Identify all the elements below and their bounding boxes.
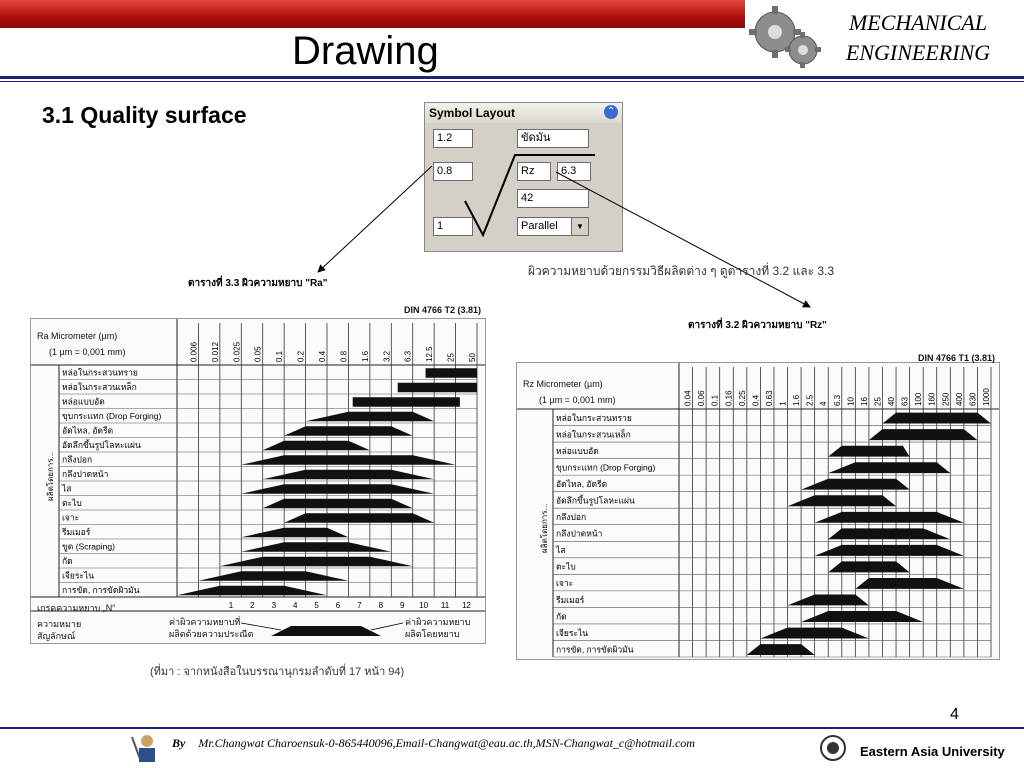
- column-label: 12.5: [425, 346, 435, 362]
- grade-number: 10: [419, 601, 429, 610]
- brand-line-1: MECHANICAL: [848, 10, 988, 35]
- roughness-band: [882, 413, 991, 424]
- right-table-grid: [517, 363, 999, 659]
- column-label: 0.1: [710, 394, 720, 406]
- field-rz-label[interactable]: Rz: [517, 162, 551, 181]
- grade-number: 1: [228, 601, 234, 610]
- grade-number: 3: [271, 601, 277, 610]
- column-label: 0.025: [232, 341, 242, 362]
- column-label: 10: [846, 397, 856, 406]
- column-label: 0.012: [210, 341, 220, 362]
- left-table-grid: [31, 319, 485, 643]
- roughness-band: [241, 484, 434, 494]
- column-label: 0.04: [683, 390, 693, 406]
- column-label: 0.4: [751, 394, 761, 406]
- column-label: 0.05: [253, 346, 263, 362]
- left-table-title: ตารางที่ 3.3 ผิวความหยาบ "Ra": [188, 278, 328, 289]
- roughness-band: [398, 383, 477, 393]
- roughness-band: [747, 644, 815, 655]
- process-label: อัดลึกขึ้นรูปโลหะแผ่น: [556, 495, 635, 506]
- right-axis-unit: (1 µm = 0,001 mm): [539, 395, 616, 405]
- process-label: กลึงปาดหน้า: [62, 468, 109, 479]
- university-name: Eastern Asia University: [860, 744, 1005, 759]
- process-label: เจาะ: [556, 578, 574, 589]
- roughness-band: [828, 561, 909, 572]
- process-label: กัด: [62, 555, 73, 566]
- column-label: 1.6: [360, 350, 370, 362]
- roughness-band: [284, 513, 434, 523]
- column-label: 0.1: [275, 350, 285, 362]
- side-label: ผลิตโดยการ...: [540, 503, 549, 553]
- column-label: 1.6: [792, 394, 802, 406]
- process-label: ขุบกระแทก (Drop Forging): [62, 410, 162, 421]
- legend-left-1: ความหมาย: [37, 619, 82, 629]
- roughness-band: [220, 557, 413, 567]
- roughness-band: [869, 429, 978, 440]
- column-label: 0.06: [697, 390, 707, 406]
- roughness-band: [241, 542, 391, 552]
- legend-mid-2: ผลิตด้วยความประณีต: [169, 629, 254, 639]
- section-heading: 3.1 Quality surface: [42, 102, 247, 128]
- roughness-band: [815, 545, 964, 556]
- column-label: 0.4: [318, 350, 327, 362]
- process-label: ไส: [62, 483, 72, 494]
- right-table-title: ตารางที่ 3.2 ผิวความหยาบ "Rz": [688, 320, 827, 331]
- process-label: กลึงปาดหน้า: [556, 528, 603, 539]
- column-label: 3.2: [382, 350, 392, 362]
- process-label: รีมเมอร์: [62, 526, 91, 537]
- side-label: ผลิตโดยการ...: [46, 451, 55, 501]
- roughness-band: [177, 586, 327, 596]
- column-label: 2.5: [805, 394, 815, 406]
- column-label: 50: [468, 353, 477, 362]
- grade-number: 7: [357, 601, 362, 610]
- column-label: 6.3: [403, 350, 413, 362]
- column-label: 40: [887, 397, 897, 406]
- column-label: 25: [446, 353, 456, 362]
- column-label: 1: [778, 401, 788, 406]
- grade-number: 9: [399, 601, 405, 610]
- process-label: ตะไบ: [62, 497, 82, 508]
- roughness-band: [801, 611, 923, 622]
- process-label: อัดลึกขึ้นรูปโลหะแผ่น: [62, 439, 141, 450]
- footer-rule: [0, 727, 1024, 729]
- column-label: 4: [819, 401, 829, 406]
- process-label: หล่อในกระสวนทราย: [556, 412, 632, 423]
- process-label: อัดไหล, อัดรีด: [556, 479, 608, 490]
- grade-number: 8: [378, 601, 384, 610]
- left-axis-unit: (1 µm = 0,001 mm): [49, 347, 126, 357]
- page-title: Drawing: [292, 29, 439, 73]
- direction-select-value: Parallel: [521, 220, 558, 232]
- process-label: หล่อแบบอัด: [556, 445, 599, 456]
- left-grade-label: เกรดความหยาบ „N“: [37, 603, 116, 613]
- process-label: อัดไหล, อัดรีด: [62, 425, 114, 436]
- legend-right-1: ค่าผิวความหยาบ: [405, 617, 471, 627]
- roughness-band: [828, 528, 950, 539]
- field-top-left[interactable]: 1.2: [433, 129, 473, 148]
- process-label: หล่อในกระสวนเหล็ก: [62, 381, 137, 392]
- roughness-band: [263, 441, 370, 451]
- grade-number: 5: [314, 601, 319, 610]
- column-label: 0.006: [189, 341, 199, 362]
- process-label: หล่อแบบอัด: [62, 396, 105, 407]
- roughness-band: [760, 628, 869, 639]
- page-number: 4: [950, 706, 959, 723]
- field-rz-value[interactable]: 6.3: [557, 162, 591, 181]
- column-label: 0.2: [296, 350, 306, 362]
- roughness-band: [855, 578, 964, 589]
- process-label: การขัด, การขัดผิวมัน: [556, 644, 634, 655]
- legend-mid-1: ค่าผิวความหยาบที่: [169, 617, 241, 627]
- column-label: 16: [859, 397, 869, 406]
- process-label: ขุบกระแทก (Drop Forging): [556, 462, 656, 473]
- column-label: 0.63: [764, 390, 774, 406]
- roughness-band: [263, 499, 413, 509]
- teacher-icon: [130, 731, 164, 765]
- process-label: เจียระไน: [62, 570, 95, 581]
- process-label: ตะไบ: [556, 561, 576, 572]
- left-axis-label: Ra Micrometer (µm): [37, 331, 118, 341]
- column-label: 630: [968, 392, 978, 406]
- column-label: 25: [873, 397, 883, 406]
- grade-number: 12: [461, 601, 471, 610]
- footer-text: [172, 736, 695, 751]
- process-label: เจาะ: [62, 512, 80, 523]
- process-label: การขัด, การขัดผิวมัน: [62, 584, 140, 595]
- roughness-band: [426, 368, 477, 378]
- left-table-source: (ที่มา : จากหนังสือในบรรณานุกรมลำดับที่ 17 หน้า 94): [150, 666, 405, 678]
- column-label: 6.3: [832, 394, 842, 406]
- roughness-band: [788, 595, 869, 606]
- column-label: 100: [914, 392, 924, 406]
- process-label: ไส: [556, 545, 566, 556]
- process-label: หล่อในกระสวนทราย: [62, 367, 138, 378]
- column-label: 0.8: [339, 350, 349, 362]
- legend-left-2: สัญลักษณ์: [37, 631, 76, 641]
- process-label: หล่อในกระสวนเหล็ก: [556, 429, 631, 440]
- roughness-band: [306, 412, 435, 422]
- column-label: 160: [927, 392, 937, 406]
- legend-pointer-right: [371, 623, 403, 630]
- right-roughness-table: [516, 353, 1000, 660]
- left-table-standard: DIN 4766 T2 (3.81): [403, 305, 481, 315]
- process-label: กลึงปอก: [556, 512, 587, 523]
- footer-contact: Mr.Changwat Charoensuk-0-865440096,Email-Changwat@eau.ac.th,MSN-Changwat_c@hotmail.com: [198, 736, 695, 750]
- process-label: กลึงปอก: [62, 454, 93, 465]
- right-table-standard: DIN 4766 T1 (3.81): [917, 353, 995, 363]
- roughness-band: [284, 426, 413, 436]
- right-table-caption: ผิวความหยาบด้วยกรรมวิธีผลิตต่าง ๆ ดูตารางที่ 3.2 และ 3.3: [528, 264, 835, 278]
- legend-symbol: [271, 626, 381, 636]
- roughness-band: [241, 528, 348, 538]
- field-bottom-left[interactable]: 1: [433, 217, 473, 236]
- roughness-band: [815, 512, 964, 523]
- process-label: กัด: [556, 611, 567, 622]
- column-label: 400: [954, 392, 964, 406]
- left-roughness-table: [30, 305, 486, 644]
- symbol-layout-title: Symbol Layout: [429, 106, 516, 120]
- field-lower-right[interactable]: 42: [517, 189, 589, 208]
- brand-line-2: ENGINEERING: [845, 40, 991, 65]
- process-label: เจียระไน: [556, 627, 589, 638]
- roughness-band: [828, 446, 909, 457]
- process-label: ขูด (Scraping): [62, 541, 115, 552]
- process-label: รีมเมอร์: [556, 594, 585, 605]
- field-mid-left[interactable]: 0.8: [433, 162, 473, 181]
- chevron-down-icon[interactable]: ▼: [571, 218, 588, 235]
- right-axis-label: Rz Micrometer (µm): [523, 379, 603, 389]
- roughness-band: [198, 571, 348, 581]
- column-label: 250: [941, 392, 951, 406]
- grade-number: 11: [440, 601, 450, 610]
- roughness-band: [828, 462, 950, 473]
- roughness-band: [801, 479, 910, 490]
- column-label: 0.16: [724, 390, 734, 406]
- grade-number: 4: [292, 601, 298, 610]
- grade-number: 2: [250, 601, 255, 610]
- column-label: 1000: [982, 388, 991, 406]
- column-label: 0.25: [737, 390, 747, 406]
- collapse-icon[interactable]: ⌃: [604, 105, 618, 119]
- field-top-right[interactable]: ขัดมัน: [517, 129, 589, 148]
- roughness-band: [788, 495, 897, 506]
- roughness-band: [263, 470, 434, 480]
- roughness-band: [241, 455, 455, 465]
- roughness-band: [353, 397, 460, 407]
- grade-number: 6: [335, 601, 341, 610]
- legend-right-2: ผลิตโดยหยาบ: [405, 629, 460, 639]
- column-label: 63: [900, 397, 910, 406]
- university-logo-icon: [818, 734, 848, 762]
- footer-by: By: [172, 736, 186, 750]
